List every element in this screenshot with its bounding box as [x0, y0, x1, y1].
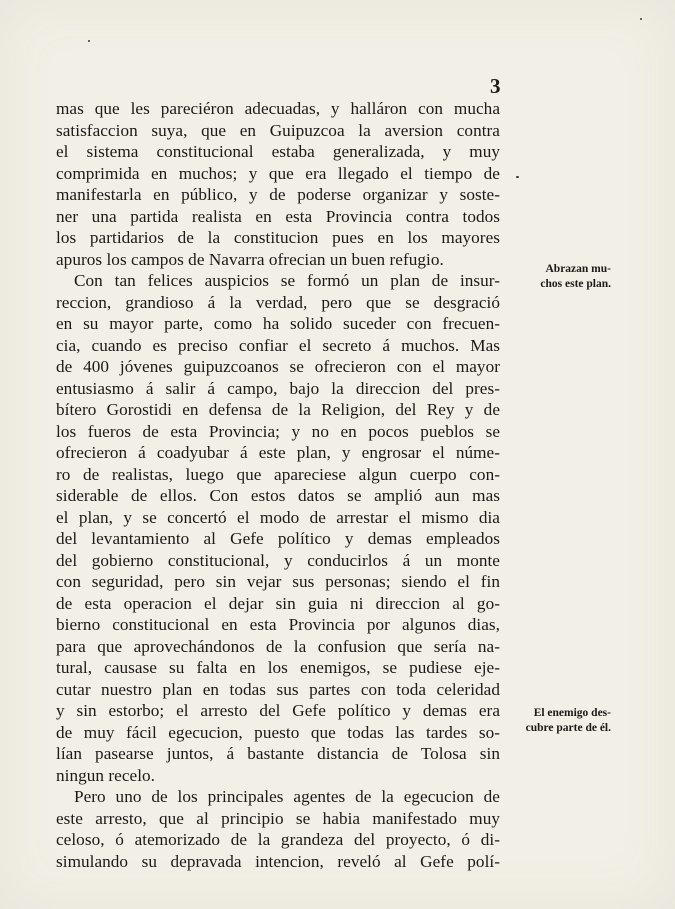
- margin-note-line: cubre parte de él.: [525, 722, 611, 734]
- text-line: ner una partida realista en esta Provincia contra todos: [56, 206, 500, 226]
- margin-note: [507, 706, 611, 736]
- text-line: el sistema constitucional estaba generalizada, y muy: [56, 142, 500, 161]
- text-line: para que aprovechándonos de la confusion que sería na-: [56, 636, 500, 656]
- ink-speck: [640, 18, 642, 20]
- text-line: reccion, grandioso á la verdad, pero que se desgració: [56, 292, 500, 312]
- ink-speck: [516, 176, 519, 178]
- text-line: entusiasmo á salir á campo, bajo la direccion del pres-: [56, 378, 500, 398]
- text-line: comprimida en muchos; y que era llegado el tiempo de: [56, 163, 500, 183]
- text-line: bierno constitucional en esta Provincia por algunos dias,: [56, 615, 500, 634]
- margin-note: [507, 262, 611, 292]
- text-line: en su mayor parte, como ha solido suceder con frecuen-: [56, 314, 500, 333]
- margin-note-line: El enemigo des-: [533, 707, 611, 719]
- text-line: de esta operacion el dejar sin guia ni direccion al go-: [56, 593, 500, 613]
- text-line: ofrecieron á coadyubar á este plan, y engrosar el núme-: [56, 443, 500, 462]
- margin-note-line: Abrazan mu-: [545, 263, 611, 275]
- text-line: celoso, ó atemorizado de la grandeza del proyecto, ó di-: [56, 830, 500, 849]
- ink-speck: [88, 40, 90, 42]
- text-line: ro de realistas, luego que apareciese algun cuerpo con-: [56, 464, 500, 484]
- text-line: manifestarla en público, y de poderse organizar y soste-: [56, 185, 500, 204]
- text-line: lían pasearse juntos, á bastante distancia de Tolosa sin: [56, 744, 500, 763]
- text-line: bítero Gorostidi en defensa de la Religion, del Rey y de: [56, 400, 500, 419]
- text-line: de 400 jóvenes guipuzcoanos se ofrecieron con el mayor: [56, 357, 500, 376]
- text-line: los fueros de esta Provincia; y no en pocos pueblos se: [56, 421, 500, 441]
- text-line: Pero uno de los principales agentes de la egecucion de: [74, 787, 500, 806]
- text-line: con seguridad, pero sin vejar sus personas; siendo el fin: [56, 572, 500, 591]
- text-line: apuros los campos de Navarra ofrecian un buen refugio.: [56, 249, 444, 269]
- text-line: del gobierno constitucional, y conducirlos á un monte: [56, 550, 500, 570]
- page-number: 3: [490, 74, 501, 98]
- text-line: mas que les pareciéron adecuadas, y halláron con mucha: [56, 99, 500, 118]
- text-line: este arresto, que al principio se habia manifestado muy: [56, 808, 500, 828]
- text-line: de muy fácil egecucion, puesto que todas las tardes so-: [56, 722, 500, 742]
- margin-note-line: chos este plan.: [540, 278, 611, 290]
- text-line: ningun recelo.: [56, 765, 156, 785]
- text-line: y sin estorbo; el arresto del Gefe político y demas era: [56, 701, 500, 720]
- text-line: el plan, y se concertó el modo de arrestar el mismo dia: [56, 507, 500, 527]
- text-line: cutar nuestro plan en todas sus partes con toda celeridad: [56, 679, 500, 699]
- text-line: siderable de ellos. Con estos datos se amplió aun mas: [56, 486, 500, 505]
- body-text: [56, 98, 500, 872]
- text-line: simulando su depravada intencion, reveló al Gefe polí-: [56, 851, 500, 871]
- text-line: tural, causase su falta en los enemigos, se pudiese eje-: [56, 658, 500, 677]
- text-line: satisfaccion suya, que en Guipuzcoa la aversion contra: [56, 120, 500, 140]
- text-line: cia, cuando es preciso confiar el secreto á muchos. Mas: [56, 335, 500, 355]
- text-line: Con tan felices auspicios se formó un plan de insur-: [74, 271, 500, 290]
- text-line: los partidarios de la constitucion pues en los mayores: [56, 228, 500, 247]
- text-line: del levantamiento al Gefe político y demas empleados: [56, 529, 500, 548]
